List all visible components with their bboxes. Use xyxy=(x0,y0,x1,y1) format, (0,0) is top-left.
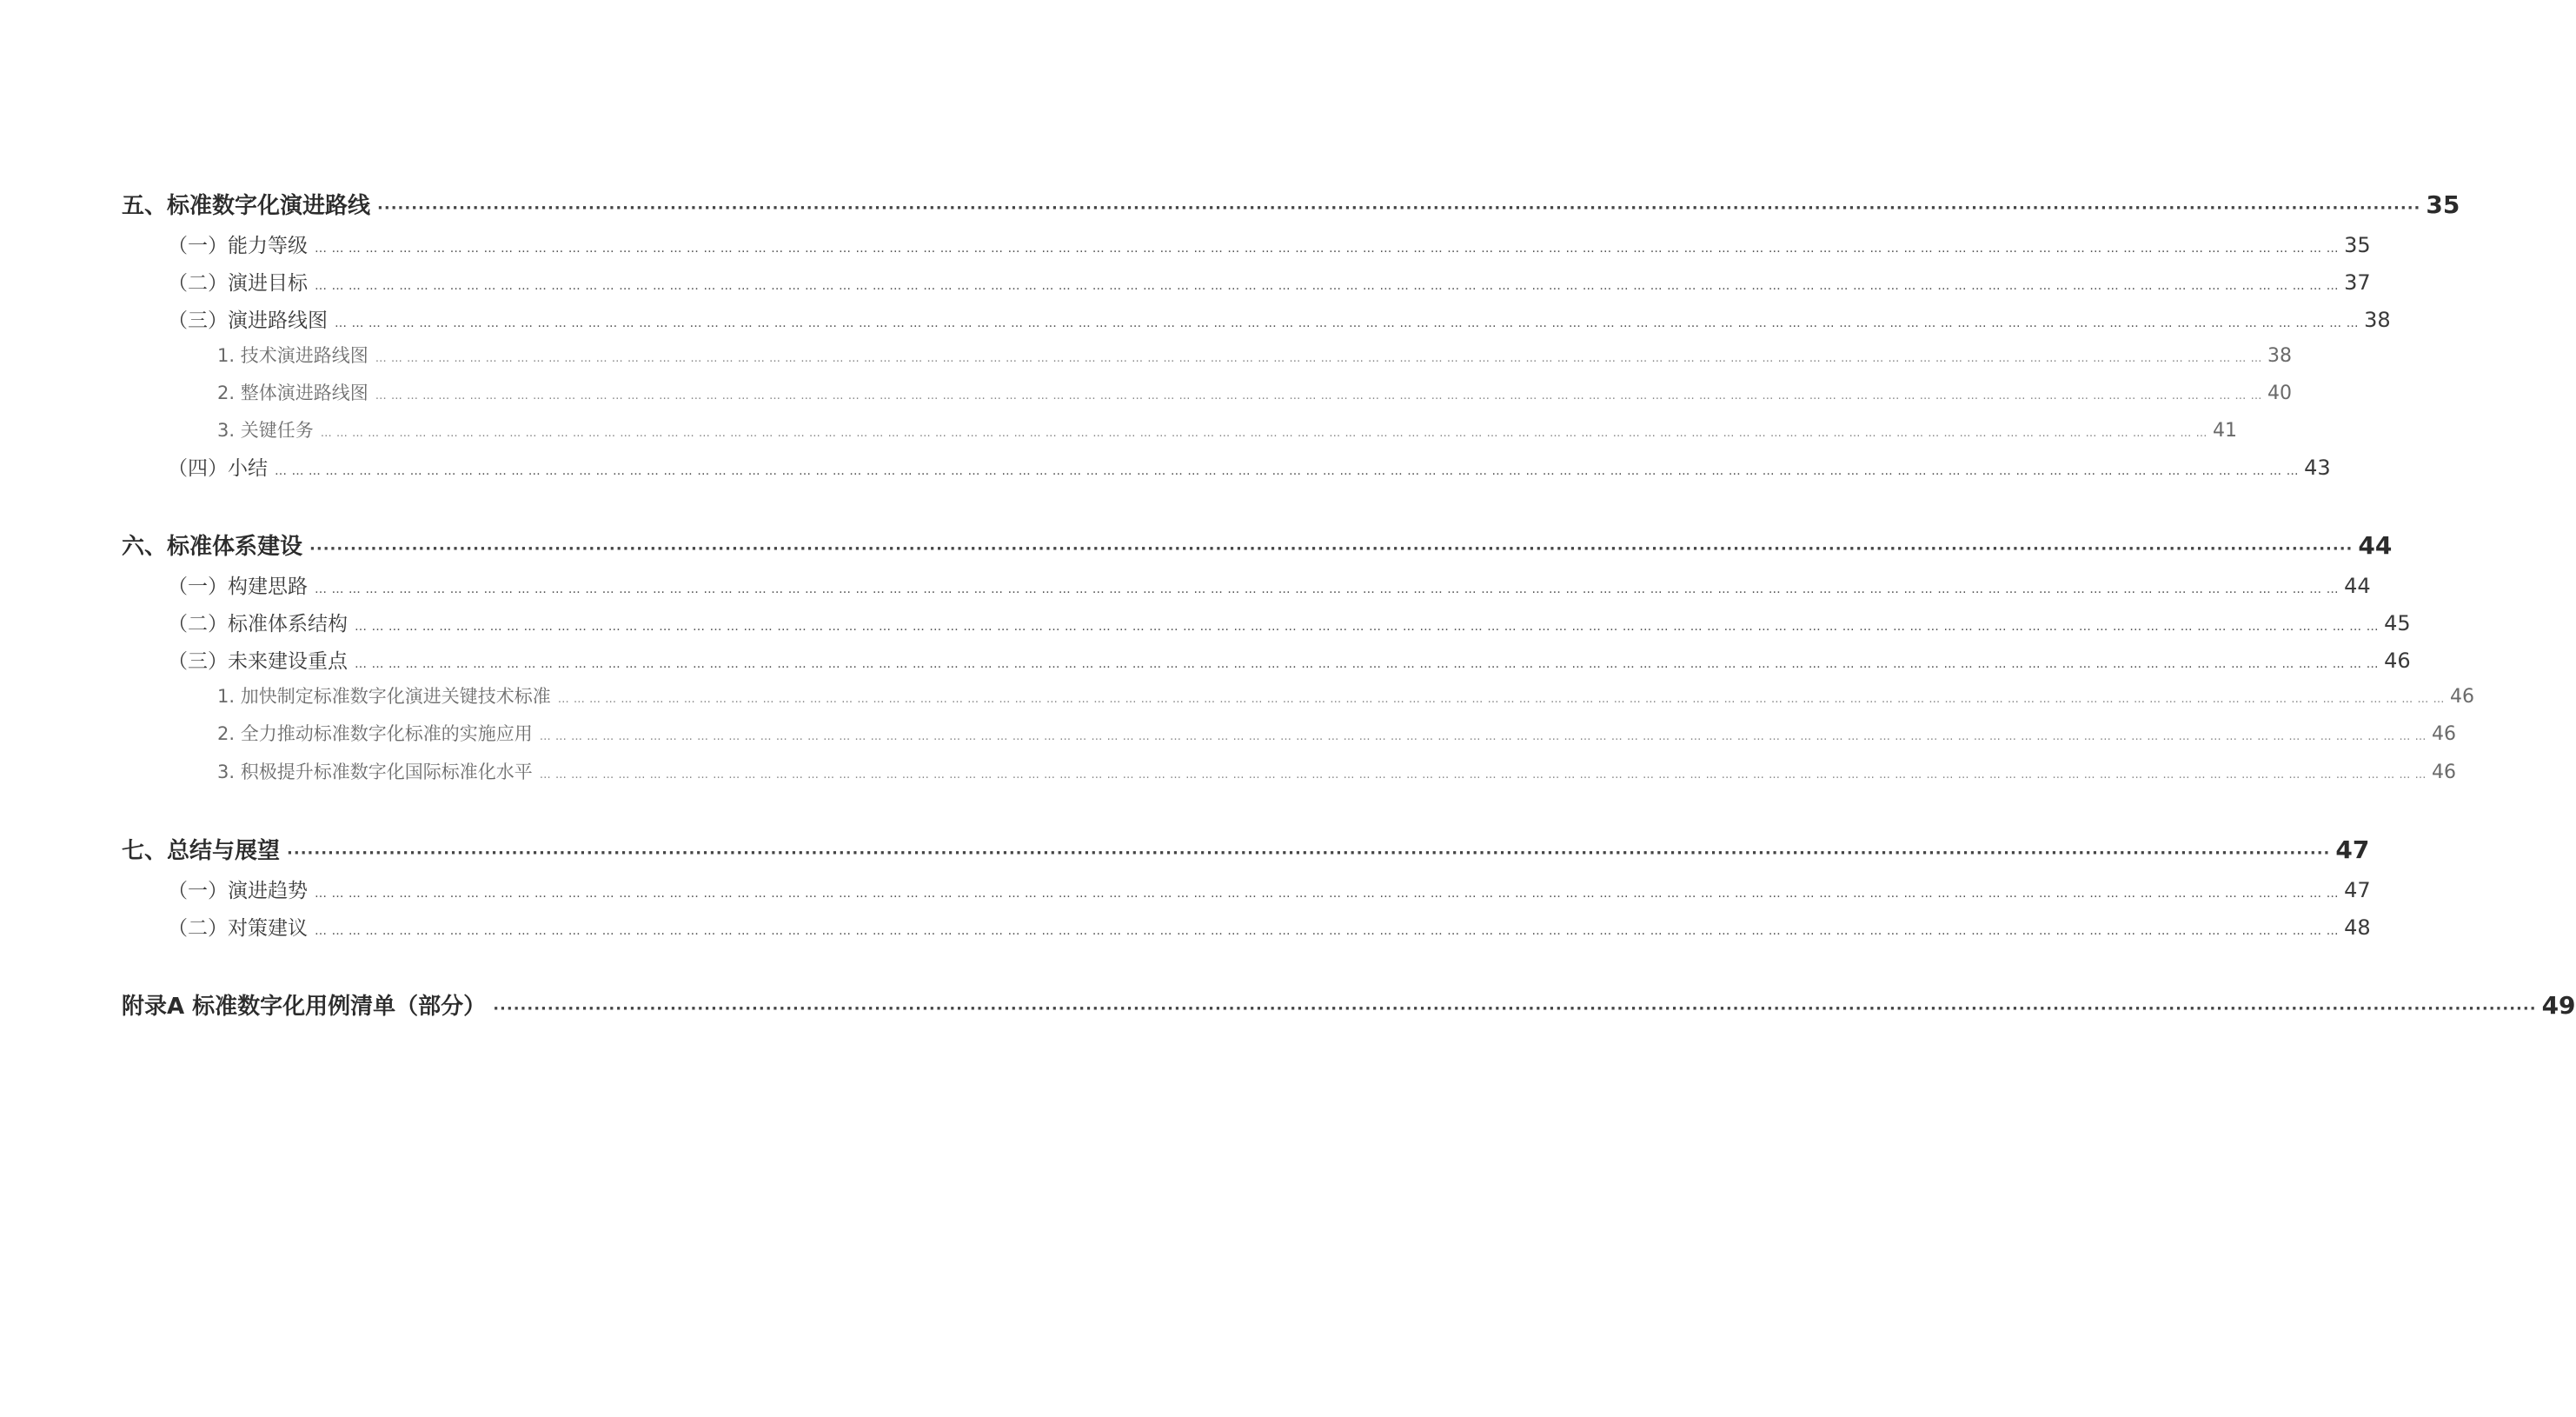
toc-entry-page: 46 xyxy=(2431,723,2456,745)
toc-entry[interactable] xyxy=(122,529,2393,561)
toc-leader-dots: … … … … … … … … … … … … … … … … … … … … … … … … … … … … … … … … … … … … … … … … … … … … … … … … … … … … … … … … … … … … … … … … … … … … … … … … … … … … … … … … … … … … … … … … … … … … … … … … … … … … … … … … … … … … … … … … … … … … … … … … xyxy=(320,427,2208,440)
toc-entry[interactable] xyxy=(168,875,2371,903)
toc-entry[interactable] xyxy=(168,304,2391,333)
toc-entry[interactable] xyxy=(168,267,2371,296)
toc-entry[interactable] xyxy=(217,682,2474,708)
toc-entry-page: 40 xyxy=(2267,383,2292,404)
toc-entry-title: 七、总结与展望 xyxy=(122,838,281,864)
toc-leader-dots: … … … … … … … … … … … … … … … … … … … … … … … … … … … … … … … … … … … … … … … … … … … … … … … … … … … … … … … … … … … … … … … … … … … … … … … … … … … … … … … … … … … … … … … … … … … … … … … … … … … … … … … … … … … … … … … … … … … … … … … … xyxy=(315,924,2340,938)
toc-entry[interactable] xyxy=(122,833,2370,865)
toc-entry[interactable] xyxy=(168,912,2371,941)
toc-entry[interactable] xyxy=(168,570,2371,599)
toc-entry[interactable] xyxy=(217,379,2292,405)
toc-leader-dots: … … … … … … … … … … … … … … … … … … … … … … … … … … … … … … … … … … … … … … … … … … … … … … … … … … … … … … … … … … … … … … … … … … … … … … … … … … … … … … … … … … … … … … … … … … … … … … … … … … … … … … … … … … … … … … … … … … … … … … … … xyxy=(375,352,2262,365)
toc-entry-title: （二）演进目标 xyxy=(168,272,308,295)
toc-leader-dots: … … … … … … … … … … … … … … … … … … … … … … … … … … … … … … … … … … … … … … … … … … … … … … … … … … … … … … … … … … … … … … … … … … … … … … … … … … … … … … … … … … … … … … … … … … … … … … … … … … … … … … … … … … … … … … … … … … … … … … … … xyxy=(557,693,2445,706)
toc-entry-page: 47 xyxy=(2344,878,2371,902)
toc-entry-page: 49 xyxy=(2541,991,2576,1020)
toc-leader-dots: ············································································································································································································································································································ xyxy=(287,844,2331,862)
toc-entry-title: 2. 全力推动标准数字化标准的实施应用 xyxy=(217,723,533,744)
toc-entry-page: 48 xyxy=(2344,915,2371,940)
toc-entry-page: 47 xyxy=(2335,835,2370,864)
toc-entry-title: 1. 技术演进路线图 xyxy=(217,345,368,366)
toc-entry-title: 3. 关键任务 xyxy=(217,420,314,441)
toc-entry-title: 3. 积极提升标准数字化国际标准化水平 xyxy=(217,762,533,782)
toc-entry-page: 35 xyxy=(2344,233,2371,257)
toc-leader-dots: … … … … … … … … … … … … … … … … … … … … … … … … … … … … … … … … … … … … … … … … … … … … … … … … … … … … … … … … … … … … … … … … … … … … … … … … … … … … … … … … … … … … … … … … … … … … … … … … … … … … … … … … … … … … … … … … … … … … … … … … xyxy=(315,887,2340,901)
toc-entry[interactable] xyxy=(217,720,2456,746)
toc-entry[interactable] xyxy=(122,188,2460,220)
toc-entry[interactable] xyxy=(168,608,2411,636)
toc-leader-dots: ············································································································································································································································································································ xyxy=(493,1000,2537,1018)
toc-entry[interactable] xyxy=(217,758,2456,784)
toc-leader-dots: … … … … … … … … … … … … … … … … … … … … … … … … … … … … … … … … … … … … … … … … … … … … … … … … … … … … … … … … … … … … … … … … … … … … … … … … … … … … … … … … … … … … … … … … … … … … … … … … … … … … … … … … … … … … … … … … … … … … … … … … xyxy=(315,242,2340,256)
toc-leader-dots: … … … … … … … … … … … … … … … … … … … … … … … … … … … … … … … … … … … … … … … … … … … … … … … … … … … … … … … … … … … … … … … … … … … … … … … … … … … … … … … … … … … … … … … … … … … … … … … … … … … … … … … … … … … … … … … … … … … … … … … … xyxy=(335,316,2360,330)
toc-leader-dots: … … … … … … … … … … … … … … … … … … … … … … … … … … … … … … … … … … … … … … … … … … … … … … … … … … … … … … … … … … … … … … … … … … … … … … … … … … … … … … … … … … … … … … … … … … … … … … … … … … … … … … … … … … … … … … … … … … … … … … … … xyxy=(375,389,2262,402)
toc-entry[interactable] xyxy=(168,230,2371,258)
toc-entry-title: 六、标准体系建设 xyxy=(122,534,303,560)
toc-leader-dots: … … … … … … … … … … … … … … … … … … … … … … … … … … … … … … … … … … … … … … … … … … … … … … … … … … … … … … … … … … … … … … … … … … … … … … … … … … … … … … … … … … … … … … … … … … … … … … … … … … … … … … … … … … … … … … … … … … … … … … … … xyxy=(539,768,2427,782)
toc-entry-page: 37 xyxy=(2344,270,2371,295)
toc-entry[interactable] xyxy=(168,452,2331,481)
toc-entry-title: （一）构建思路 xyxy=(168,575,308,598)
toc-entry-page: 44 xyxy=(2358,531,2393,560)
toc-leader-dots: … … … … … … … … … … … … … … … … … … … … … … … … … … … … … … … … … … … … … … … … … … … … … … … … … … … … … … … … … … … … … … … … … … … … … … … … … … … … … … … … … … … … … … … … … … … … … … … … … … … … … … … … … … … … … … … … … … … … … … … … xyxy=(355,657,2380,671)
toc-entry[interactable] xyxy=(168,645,2411,674)
toc-entry-page: 38 xyxy=(2267,345,2292,367)
toc-leader-dots: … … … … … … … … … … … … … … … … … … … … … … … … … … … … … … … … … … … … … … … … … … … … … … … … … … … … … … … … … … … … … … … … … … … … … … … … … … … … … … … … … … … … … … … … … … … … … … … … … … … … … … … … … … … … … … … … … … … … … … … … xyxy=(355,620,2380,634)
toc-entry-page: 46 xyxy=(2384,649,2411,673)
toc-entry-page: 38 xyxy=(2364,308,2391,332)
toc-entry-title: （二）对策建议 xyxy=(168,917,308,940)
toc-leader-dots: … … … … … … … … … … … … … … … … … … … … … … … … … … … … … … … … … … … … … … … … … … … … … … … … … … … … … … … … … … … … … … … … … … … … … … … … … … … … … … … … … … … … … … … … … … … … … … … … … … … … … … … … … … … … … … … … … … … … … … … … xyxy=(315,279,2340,293)
toc-entry-title: （一）能力等级 xyxy=(168,235,308,257)
toc-entry-page: 35 xyxy=(2426,190,2460,219)
toc-entry-page: 44 xyxy=(2344,574,2371,598)
toc-entry-page: 46 xyxy=(2449,686,2474,708)
toc-leader-dots: ············································································································································································································································································································ xyxy=(377,199,2421,217)
toc-leader-dots: ············································································································································································································································································································ xyxy=(309,540,2354,558)
toc-entry-title: 五、标准数字化演进路线 xyxy=(122,193,371,219)
toc-entry-title: （一）演进趋势 xyxy=(168,880,308,902)
toc-entry-title: 1. 加快制定标准数字化演进关键技术标准 xyxy=(217,686,551,707)
toc-entry-page: 43 xyxy=(2304,456,2331,480)
toc-entry-title: （二）标准体系结构 xyxy=(168,613,348,635)
toc-entry-title: （四）小结 xyxy=(168,457,268,480)
toc-leader-dots: … … … … … … … … … … … … … … … … … … … … … … … … … … … … … … … … … … … … … … … … … … … … … … … … … … … … … … … … … … … … … … … … … … … … … … … … … … … … … … … … … … … … … … … … … … … … … … … … … … … … … … … … … … … … … … … … … … … … … … … … xyxy=(315,582,2340,596)
toc-entry[interactable] xyxy=(217,416,2237,442)
toc-entry-title: 2. 整体演进路线图 xyxy=(217,383,368,403)
toc-entry-page: 46 xyxy=(2431,762,2456,783)
toc-entry-title: （三）未来建设重点 xyxy=(168,650,348,673)
toc-entry-page: 45 xyxy=(2384,611,2411,635)
toc-leader-dots: … … … … … … … … … … … … … … … … … … … … … … … … … … … … … … … … … … … … … … … … … … … … … … … … … … … … … … … … … … … … … … … … … … … … … … … … … … … … … … … … … … … … … … … … … … … … … … … … … … … … … … … … … … … … … … … … … … … … … … … … xyxy=(539,730,2427,743)
toc-entry[interactable] xyxy=(122,988,2576,1021)
toc-entry[interactable] xyxy=(217,342,2292,368)
toc-leader-dots: … … … … … … … … … … … … … … … … … … … … … … … … … … … … … … … … … … … … … … … … … … … … … … … … … … … … … … … … … … … … … … … … … … … … … … … … … … … … … … … … … … … … … … … … … … … … … … … … … … … … … … … … … … … … … … … … … … … … … … … … xyxy=(275,464,2300,478)
toc-entry-title: （三）演进路线图 xyxy=(168,309,328,332)
toc-entry-page: 41 xyxy=(2212,420,2237,442)
toc-entry-title: 附录A 标准数字化用例清单（部分） xyxy=(122,994,487,1020)
